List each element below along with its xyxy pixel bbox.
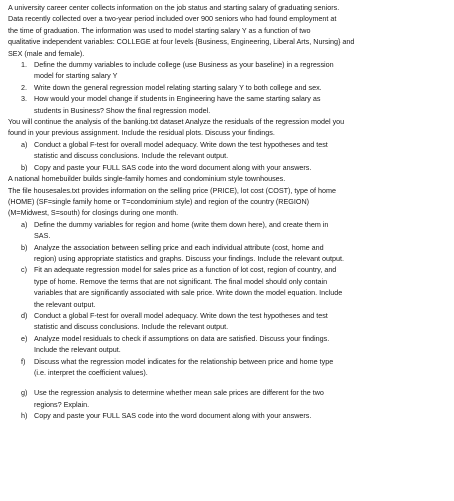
text-line: Use the regression analysis to determine whether mean sale prices are different for the two [34,388,324,398]
text-line: students in Business? Show the final regression model. [34,105,211,115]
list-item [8,59,454,82]
text-line: found in your previous assignment. Include the residual plots. Discuss your findings. [8,128,275,138]
list-item [8,356,454,379]
text-line: A university career center collects information on the job status and starting salary of graduating seniors. [8,3,340,12]
text-line: qualitative independent variables: COLLEGE at four levels {Business, Engineering, Liberal Arts, Nursing} and [8,37,355,47]
text-line: (i.e. interpret the coefficient values). [34,368,148,377]
item-letter: d) [21,310,28,320]
list-item [8,333,454,356]
list-item [8,387,454,410]
text-line: How would your model change if students in Engineering have the same starting salary as [34,94,321,104]
section-gap [8,378,454,387]
homes-section [8,173,454,378]
text-line: The file housesales.txt provides information on the selling price (PRICE), lot cost (COST), type of home [8,185,336,195]
item-letter: c) [21,265,27,275]
text-line: Write down the general regression model relating starting salary Y to both college and sex. [34,82,322,92]
text-line: Conduct a global F-test for overall model adequacy. Write down the test hypotheses and test [34,310,328,320]
item-number: 2. [21,82,27,92]
item-letter: f) [21,356,26,366]
text-line: (HOME) (SF=single family home or T=condominium style) and region of the country (REGION) [8,196,310,206]
text-line: region) using appropriate statistics and graphs. Discuss your findings. Include the relevant output. [34,253,345,263]
text-line: SEX (male and female). [8,48,85,58]
list-item [8,93,454,116]
numbered-list [8,59,454,116]
list-item [8,162,454,173]
intro-paragraph [8,2,454,59]
text-line: model for starting salary Y [34,71,118,81]
text-line: Analyze the association between selling price and each individual attribute (cost, home and [34,242,324,252]
list-item [8,82,454,93]
list-item [8,242,454,265]
banking-section [8,116,454,173]
item-letter: h) [21,411,28,421]
text-line: Include the relevant output. [34,345,121,355]
text-line: Data recently collected over a two-year period included over 900 seniors who had found employment at [8,14,337,24]
text-line: regions? Explain. [34,399,90,409]
item-letter: a) [21,219,28,229]
text-line: Conduct a global F-test for overall model adequacy. Write down the test hypotheses and test [34,139,328,149]
text-line: SAS. [34,231,51,241]
text-line: statistic and discuss conclusions. Include the relevant output. [34,151,229,161]
text-line: Analyze model residuals to check if assumptions on data are satisfied. Discuss your findings. [34,333,330,343]
text-line: Copy and paste your FULL SAS code into the word document along with your answers. [34,162,312,172]
item-letter: e) [21,333,28,343]
list-item [8,139,454,162]
text-line: Define the dummy variables for region and home (write them down here), and create them in [34,219,329,229]
text-line: statistic and discuss conclusions. Include the relevant output. [34,322,229,332]
text-line: Copy and paste your FULL SAS code into the word document along with your answers. [34,411,312,421]
item-number: 3. [21,94,27,104]
item-letter: b) [21,242,28,252]
item-number: 1. [21,60,27,70]
text-line: Discuss what the regression model indicates for the relationship between price and home type [34,356,334,366]
text-line: type of home. Remove the terms that are not significant. The final model should only contain [34,276,328,286]
text-line: A national homebuilder builds single-family homes and condominium style townhouses. [8,174,286,184]
text-line: You will continue the analysis of the banking.txt dataset Analyze the residuals of the regression model you [8,117,345,127]
item-letter: a) [21,139,28,149]
text-line: Fit an adequate regression model for sales price as a function of lot cost, region of country, and [34,265,337,275]
item-letter: g) [21,388,28,398]
text-line: the relevant output. [34,299,96,309]
list-item [8,219,454,242]
final-section [8,387,454,421]
item-letter: b) [21,162,28,172]
text-line: variables that are significantly associated with sale price. Write down the model equation. Include [34,288,343,298]
list-item [8,310,454,333]
text-line: (M=Midwest, S=south) for closings during one month. [8,208,179,218]
text-line: the time of graduation. The information was used to model starting salary Y as a function of two [8,25,311,35]
list-item [8,410,454,421]
list-item [8,264,454,310]
text-line: Define the dummy variables to include college (use Business as your baseline) in a regression [34,60,334,70]
